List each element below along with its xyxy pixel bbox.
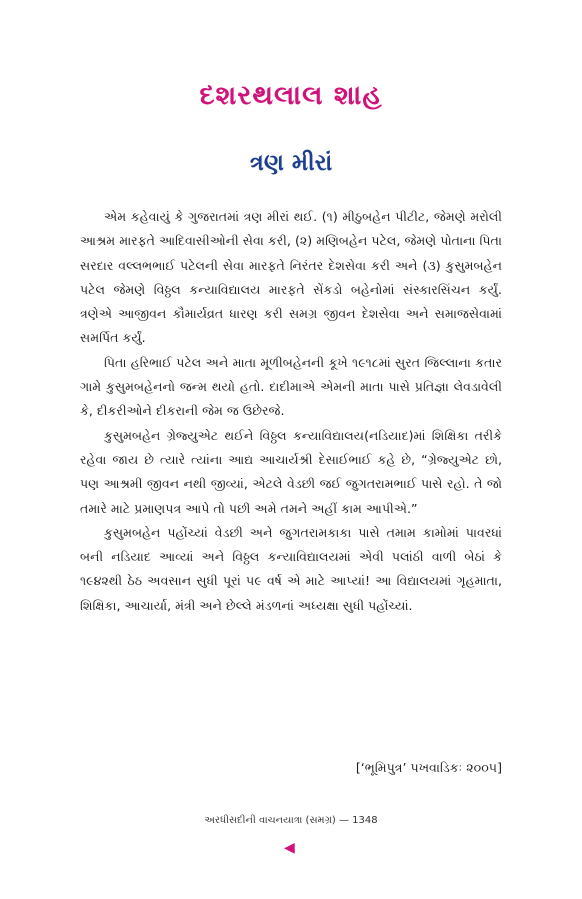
page-footer: અરધીસદીની વાચનયાત્રા (સમગ્ર) — 1348 xyxy=(204,815,378,826)
article-body xyxy=(80,205,502,618)
author-name: દશરથલાલ શાહ xyxy=(199,80,383,111)
triangle-left-icon[interactable]: ◀ xyxy=(284,840,295,856)
article-title: ત્રણ મીરાં xyxy=(249,150,333,176)
paragraph: કુસુમબહેન પહોંચ્યાં વેડછી અને જુગતરામકાકા પાસે તમામ કામોમાં પાવરધાં બની નડિયાદ આવ્યાં અને વિઠ્ઠલ કન્યાવિદ્યાલયમાં એવી પલાંઠી વાળી બેઠાં કે ૧૯૪૨થી ઠેઠ અવસાન સુધી પૂરાં ૫૯ વર્ષ એ માટે આપ્યાં! આ વિદ્યાલયમાં ગૃહમાતા, શિક્ષિકા, આચાર્યા, મંત્રી અને છેલ્લે મંડળનાં અધ્યક્ષા સુધી પહોંચ્યાં. xyxy=(80,524,502,613)
paragraph: પિતા હરિભાઈ પટેલ અને માતા મૂળીબહેનની કૂખે ૧૯૧૮માં સુરત જિલ્લાના કતાર ગામે કુસુમબહેનનો જન્મ થયો હતો. દાદીમાએ એમની માતા પાસે પ્રતિજ્ઞા લેવડાવેલી કે, દીકરીઓને દીકરાની જેમ જ ઉછેરજે. xyxy=(80,354,502,419)
paragraph: કુસુમબહેન ગ્રેજ્યુએટ થઈને વિઠ્ઠલ કન્યાવિદ્યાલય(નડિયાદ)માં શિક્ષિકા તરીકે રહેવા જાય છે ત્યારે ત્યાંના આદ્ય આચાર્યશ્રી દેસાઈભાઈ કહે છે, “ગ્રેજ્યુએટ છો, પણ આશ્રમી જીવન નથી જીવ્યાં, એટલે વેડછી જઈ જુગતરામભાઈ પાસે રહો. તે જો તમારે માટે પ્રમાણપત્ર આપે તો પછી અમે તમને અહીં કામ આપીએ.” xyxy=(80,427,502,516)
paragraph: એમ કહેવાયું કે ગુજરાતમાં ત્રણ મીરાં થઈ. (૧) મીઠુબહેન પીટીટ, જેમણે મરોલી આશ્રમ મારફતે આદિવાસીઓની સેવા કરી, (૨) મણિબહેન પટેલ, જેમણે પોતાના પિતા સરદાર વલ્લભભાઈ પટેલની સેવા મારફતે નિરંતર દેશસેવા કરી અને (૩) કુસુમબહેન પટેલ જેમણે વિઠ્ઠલ કન્યાવિદ્યાલય મારફતે સેંકડો બહેનોમાં સંસ્કારસિંચન કર્યું. ત્રણેએ આજીવન કૌમાર્યવ્રત ધારણ કરી સમગ્ર જીવન દેશસેવા અને સમાજસેવામાં સમર્પિત કર્યું. xyxy=(80,209,502,346)
source-citation: [‘ભૂમિપુત્ર’ પખવાડિકઃ ૨૦૦૫] xyxy=(355,760,502,775)
